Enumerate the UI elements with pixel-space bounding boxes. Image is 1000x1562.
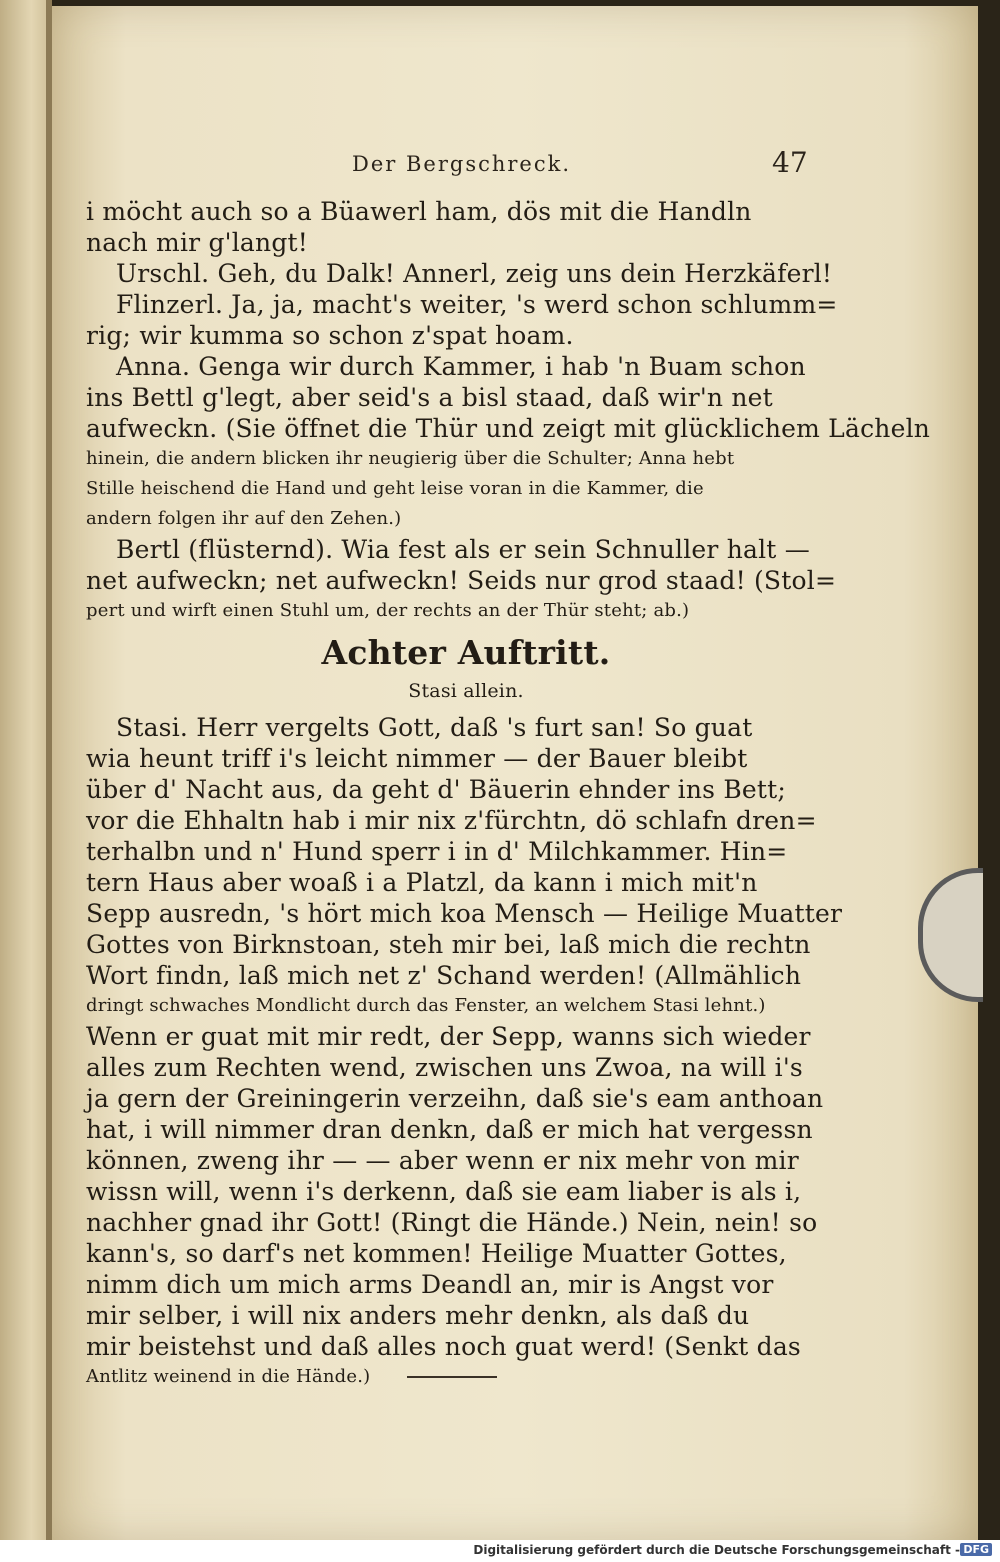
stage-direction-line: dringt schwaches Mondlicht durch das Fenster, an welchem Stasi lehnt.) xyxy=(86,995,766,1016)
text-line: Urschl. Geh, du Dalk! Annerl, zeig uns dein Herzkäferl! xyxy=(116,259,833,288)
text-line: kann's, so darf's net kommen! Heilige Muatter Gottes, xyxy=(86,1239,787,1268)
text-line: wissn will, wenn i's derkenn, daß sie eam liaber is als i, xyxy=(86,1177,802,1206)
text-line: nachher gnad ihr Gott! (Ringt die Hände.) Nein, nein! so xyxy=(86,1208,818,1237)
text-line: Wenn er guat mit mir redt, der Sepp, wanns sich wieder xyxy=(86,1022,811,1051)
text-line: Sepp ausredn, 's hört mich koa Mensch — Heilige Muatter xyxy=(86,899,843,928)
scene-heading: Achter Auftritt. xyxy=(321,633,611,672)
text-line: net aufweckn; net aufweckn! Seids nur grod staad! (Stol= xyxy=(86,566,837,595)
stage-direction-line: Antlitz weinend in die Hände.) xyxy=(86,1366,371,1387)
text-line: tern Haus aber woaß i a Platzl, da kann i mich mit'n xyxy=(86,868,758,897)
text-line: mir beistehst und daß alles noch guat werd! (Senkt das xyxy=(86,1332,801,1361)
scene-subheading: Stasi allein. xyxy=(408,680,524,702)
text-line: Wort findn, laß mich net z' Schand werden! (Allmählich xyxy=(86,961,802,990)
stage-direction-line: pert und wirft einen Stuhl um, der rechts an der Thür steht; ab.) xyxy=(86,600,690,621)
digitization-footer xyxy=(0,1540,1000,1562)
text-line: wia heunt triff i's leicht nimmer — der Bauer bleibt xyxy=(86,744,748,773)
book-page xyxy=(52,6,978,1540)
text-line: rig; wir kumma so schon z'spat hoam. xyxy=(86,321,574,350)
running-title: Der Bergschreck. xyxy=(352,152,572,176)
text-line: Flinzerl. Ja, ja, macht's weiter, 's werd schon schlumm= xyxy=(116,290,838,319)
text-line: terhalbn und n' Hund sperr i in d' Milchkammer. Hin= xyxy=(86,837,788,866)
stage-direction-line: Stille heischend die Hand und geht leise voran in die Kammer, die xyxy=(86,478,704,499)
text-line: Gottes von Birknstoan, steh mir bei, laß mich die rechtn xyxy=(86,930,811,959)
text-line: aufweckn. (Sie öffnet die Thür und zeigt mit glücklichem Lächeln xyxy=(86,414,931,443)
dfg-logo: DFG xyxy=(960,1543,992,1556)
text-line: über d' Nacht aus, da geht d' Bäuerin ehnder ins Bett; xyxy=(86,775,787,804)
left-page-edge xyxy=(0,0,52,1540)
text-line: Bertl (flüsternd). Wia fest als er sein Schnuller halt — xyxy=(116,535,810,564)
text-line: i möcht auch so a Büawerl ham, dös mit die Handln xyxy=(86,197,752,226)
text-line: nimm dich um mich arms Deandl an, mir is Angst vor xyxy=(86,1270,774,1299)
text-line: können, zweng ihr — — aber wenn er nix mehr von mir xyxy=(86,1146,799,1175)
text-line: alles zum Rechten wend, zwischen uns Zwoa, na will i's xyxy=(86,1053,803,1082)
stage-direction-line: hinein, die andern blicken ihr neugierig über die Schulter; Anna hebt xyxy=(86,448,735,469)
text-line: hat, i will nimmer dran denkn, daß er mich hat vergessn xyxy=(86,1115,813,1144)
page-text xyxy=(86,196,931,1392)
page-number: 47 xyxy=(772,146,808,179)
text-line: ins Bettl g'legt, aber seid's a bisl staad, daß wir'n net xyxy=(86,383,773,412)
text-line: Stasi. Herr vergelts Gott, daß 's furt san! So guat xyxy=(116,713,753,742)
text-line: mir selber, i will nix anders mehr denkn, als daß du xyxy=(86,1301,750,1330)
stage-direction-line: andern folgen ihr auf den Zehen.) xyxy=(86,508,402,529)
funding-credit: Digitalisierung gefördert durch die Deutsche Forschungsgemeinschaft - xyxy=(473,1543,960,1557)
text-line: ja gern der Greiningerin verzeihn, daß sie's eam anthoan xyxy=(86,1084,824,1113)
end-rule xyxy=(407,1376,497,1378)
text-line: vor die Ehhaltn hab i mir nix z'fürchtn, dö schlafn dren= xyxy=(86,806,817,835)
text-line: Anna. Genga wir durch Kammer, i hab 'n Buam schon xyxy=(116,352,806,381)
text-line: nach mir g'langt! xyxy=(86,228,309,257)
page-header xyxy=(52,146,978,186)
